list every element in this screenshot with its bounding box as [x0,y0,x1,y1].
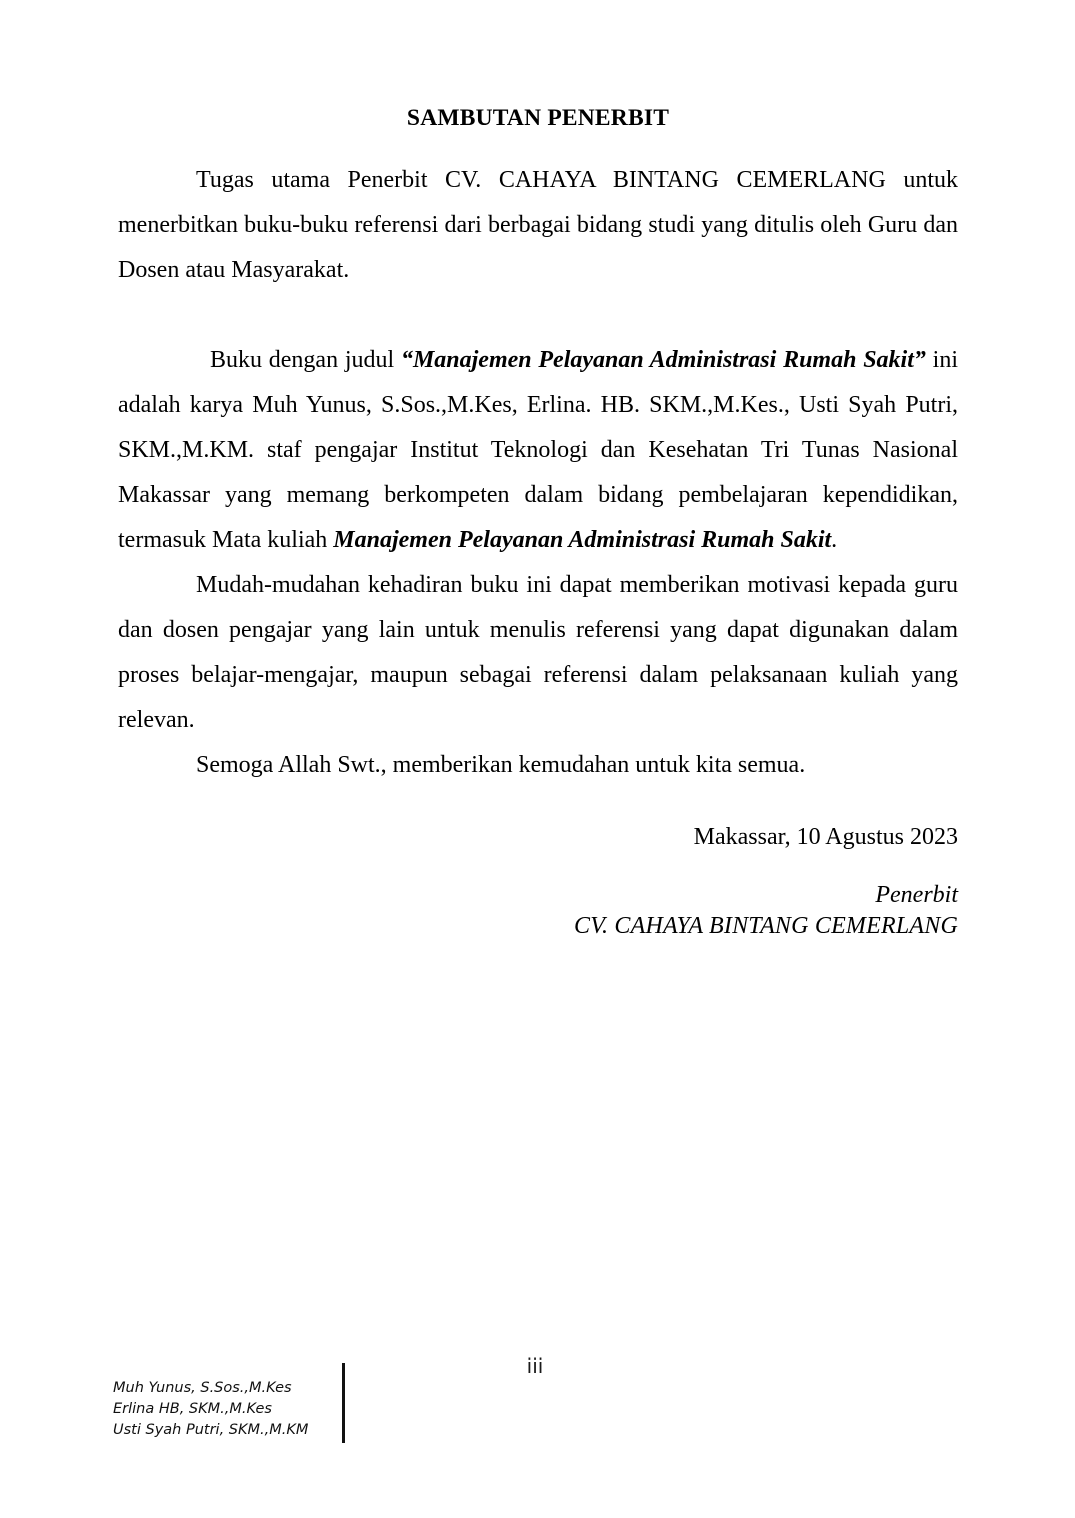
signature-publisher-label: Penerbit [875,882,958,908]
quote-close: ” [913,347,926,374]
book-title-inline: Manajemen Pelayanan Administrasi Rumah Sakit [333,527,832,554]
footer-author-3: Usti Syah Putri, SKM.,M.KM [113,1422,309,1438]
page-footer [0,1340,1075,1460]
book-title-quoted: Manajemen Pelayanan Administrasi Rumah Sakit [412,347,914,374]
paragraph-2-lead: Buku dengan judul [210,347,401,374]
paragraph-4: Semoga Allah Swt., memberikan kemudahan untuk kita semua. [196,752,806,779]
footer-divider [342,1363,345,1443]
page-number: iii [526,1354,544,1378]
footer-author-list [113,1378,308,1441]
footer-author-2: Erlina HB, SKM.,M.Kes [113,1401,272,1417]
paragraph-3: Mudah-mudahan kehadiran buku ini dapat memberikan motivasi kepada guru dan dosen pengajar yang lain untuk menulis referensi yang dapat digunakan dalam proses belajar-mengajar, maupun sebagai referensi dalam pelaksanaan kuliah yang relevan. [118,572,958,734]
footer-author-1: Muh Yunus, S.Sos.,M.Kes [113,1380,292,1396]
page-title: SAMBUTAN PENERBIT [406,105,670,131]
paragraph-2-middle: ini adalah karya Muh Yunus, S.Sos.,M.Kes, Erlina. HB. SKM.,M.Kes., Usti Syah Putri, SKM.,M.KM. staf pengajar Institut Teknologi dan Kesehatan Tri Tunas Nasional Makassar yang memang berkompeten dalam bidang pembelajaran kependidikan, termasuk Mata kuliah [118,347,958,554]
paragraph-1: Tugas utama Penerbit CV. CAHAYA BINTANG CEMERLANG untuk menerbitkan buku-buku referensi dari berbagai bidang studi yang ditulis oleh Guru dan Dosen atau Masyarakat. [118,167,958,284]
signature-publisher-name: CV. CAHAYA BINTANG CEMERLANG [574,913,958,939]
document-body [118,104,958,788]
signature-date: Makassar, 10 Agustus 2023 [693,824,958,850]
signature-block [118,820,958,942]
quote-open: “ [400,347,413,374]
paragraph-2-period: . [831,527,838,554]
paragraph-2 [118,338,958,563]
